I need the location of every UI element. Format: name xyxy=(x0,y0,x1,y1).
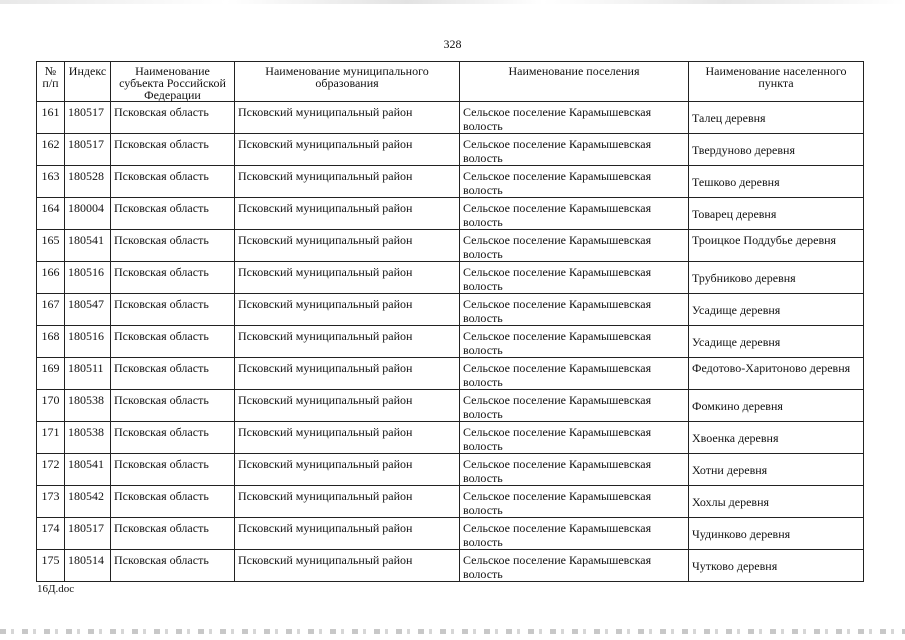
row-index: 180541 xyxy=(68,233,104,247)
row-index-cell xyxy=(65,422,111,454)
row-municipality: Псковский муниципальный район xyxy=(238,425,413,439)
row-number: 162 xyxy=(41,137,60,151)
row-locality-cell xyxy=(689,454,864,486)
row-settlement-cell xyxy=(460,262,689,294)
row-index: 180517 xyxy=(68,137,104,151)
row-index-cell xyxy=(65,262,111,294)
row-subject-cell xyxy=(111,358,235,390)
row-locality: Талец деревня xyxy=(692,111,766,125)
row-subject: Псковская область xyxy=(114,137,209,151)
row-settlement: Сельское поселение Карамышевская волость xyxy=(463,393,652,421)
table-row xyxy=(37,422,864,454)
row-locality-cell xyxy=(689,390,864,422)
row-locality-cell xyxy=(689,102,864,134)
row-municipality: Псковский муниципальный район xyxy=(238,297,413,311)
row-index: 180511 xyxy=(68,361,104,375)
row-index-cell xyxy=(65,358,111,390)
row-subject-cell xyxy=(111,518,235,550)
row-index-cell xyxy=(65,230,111,262)
row-settlement: Сельское поселение Карамышевская волость xyxy=(463,425,652,453)
row-subject: Псковская область xyxy=(114,297,209,311)
row-settlement-cell xyxy=(460,326,689,358)
table-row xyxy=(37,518,864,550)
row-number-cell xyxy=(37,550,65,582)
row-subject-cell xyxy=(111,166,235,198)
scan-edge-top xyxy=(0,0,905,4)
row-number-cell xyxy=(37,134,65,166)
table-row xyxy=(37,486,864,518)
row-subject: Псковская область xyxy=(114,521,209,535)
row-index: 180538 xyxy=(68,393,104,407)
table-row xyxy=(37,262,864,294)
row-locality: Твердуново деревня xyxy=(692,143,795,157)
row-locality-cell xyxy=(689,518,864,550)
row-number-cell xyxy=(37,198,65,230)
row-number: 173 xyxy=(41,489,60,503)
table-header-row xyxy=(37,62,864,102)
row-subject: Псковская область xyxy=(114,393,209,407)
row-municipality-cell xyxy=(235,486,460,518)
row-municipality: Псковский муниципальный район xyxy=(238,521,413,535)
row-subject-cell xyxy=(111,262,235,294)
row-municipality-cell xyxy=(235,550,460,582)
row-index: 180547 xyxy=(68,297,104,311)
row-municipality-cell xyxy=(235,326,460,358)
table-row xyxy=(37,294,864,326)
row-municipality-cell xyxy=(235,422,460,454)
row-locality: Усадище деревня xyxy=(692,303,781,317)
table-row xyxy=(37,390,864,422)
row-index-cell xyxy=(65,550,111,582)
row-municipality: Псковский муниципальный район xyxy=(238,457,413,471)
row-municipality-cell xyxy=(235,454,460,486)
row-settlement: Сельское поселение Карамышевская волость xyxy=(463,521,652,549)
header-subject: Наименование субъекта Российской Федерации xyxy=(111,62,235,102)
row-number: 164 xyxy=(41,201,60,215)
row-locality-cell xyxy=(689,486,864,518)
row-settlement: Сельское поселение Карамышевская волость xyxy=(463,553,652,581)
row-settlement-cell xyxy=(460,198,689,230)
row-index: 180516 xyxy=(68,265,104,279)
header-settlement: Наименование поселения xyxy=(460,62,689,102)
row-settlement-cell xyxy=(460,454,689,486)
row-municipality-cell xyxy=(235,518,460,550)
row-municipality: Псковский муниципальный район xyxy=(238,361,413,375)
row-number-cell xyxy=(37,358,65,390)
row-subject-cell xyxy=(111,422,235,454)
table-row xyxy=(37,454,864,486)
row-settlement: Сельское поселение Карамышевская волость xyxy=(463,329,652,357)
row-settlement-cell xyxy=(460,390,689,422)
row-subject: Псковская область xyxy=(114,201,209,215)
row-municipality: Псковский муниципальный район xyxy=(238,329,413,343)
row-settlement-cell xyxy=(460,422,689,454)
row-settlement: Сельское поселение Карамышевская волость xyxy=(463,361,652,389)
row-locality-cell xyxy=(689,134,864,166)
row-number-cell xyxy=(37,294,65,326)
row-locality-cell xyxy=(689,326,864,358)
table-row xyxy=(37,230,864,262)
row-locality: Усадище деревня xyxy=(692,335,781,349)
row-municipality-cell xyxy=(235,198,460,230)
row-number: 172 xyxy=(41,457,60,471)
row-subject: Псковская область xyxy=(114,489,209,503)
table-row xyxy=(37,198,864,230)
footer-filename: 16Д.doc xyxy=(37,583,75,595)
row-subject-cell xyxy=(111,102,235,134)
row-number-cell xyxy=(37,486,65,518)
row-municipality-cell xyxy=(235,390,460,422)
row-index: 180514 xyxy=(68,553,104,567)
row-settlement: Сельское поселение Карамышевская волость xyxy=(463,233,652,261)
row-settlement-cell xyxy=(460,518,689,550)
row-settlement: Сельское поселение Карамышевская волость xyxy=(463,457,652,485)
row-municipality: Псковский муниципальный район xyxy=(238,169,413,183)
row-municipality-cell xyxy=(235,262,460,294)
row-municipality: Псковский муниципальный район xyxy=(238,265,413,279)
row-index-cell xyxy=(65,486,111,518)
row-subject-cell xyxy=(111,230,235,262)
row-settlement-cell xyxy=(460,550,689,582)
row-number: 163 xyxy=(41,169,60,183)
row-index: 180541 xyxy=(68,457,104,471)
table-row xyxy=(37,166,864,198)
row-municipality-cell xyxy=(235,102,460,134)
row-locality: Чутково деревня xyxy=(692,559,778,573)
row-settlement-cell xyxy=(460,134,689,166)
header-num: № п/п xyxy=(37,62,65,102)
row-subject: Псковская область xyxy=(114,169,209,183)
row-settlement: Сельское поселение Карамышевская волость xyxy=(463,297,652,325)
row-number-cell xyxy=(37,166,65,198)
row-settlement: Сельское поселение Карамышевская волость xyxy=(463,265,652,293)
row-index: 180538 xyxy=(68,425,104,439)
row-subject-cell xyxy=(111,390,235,422)
row-locality-cell xyxy=(689,550,864,582)
row-number-cell xyxy=(37,262,65,294)
row-settlement-cell xyxy=(460,486,689,518)
row-number-cell xyxy=(37,102,65,134)
row-subject-cell xyxy=(111,198,235,230)
row-settlement-cell xyxy=(460,166,689,198)
row-subject: Псковская область xyxy=(114,265,209,279)
row-number: 171 xyxy=(41,425,60,439)
row-locality-cell xyxy=(689,422,864,454)
page-number: 328 xyxy=(443,37,462,51)
row-index: 180542 xyxy=(68,489,104,503)
row-subject-cell xyxy=(111,550,235,582)
row-number: 166 xyxy=(41,265,60,279)
settlements-table xyxy=(36,61,864,582)
row-subject: Псковская область xyxy=(114,553,209,567)
row-index-cell xyxy=(65,134,111,166)
row-index: 180528 xyxy=(68,169,104,183)
row-locality: Чудинково деревня xyxy=(692,527,791,541)
row-index: 180004 xyxy=(68,201,104,215)
row-index: 180517 xyxy=(68,521,104,535)
row-index-cell xyxy=(65,294,111,326)
header-municipality: Наименование муниципального образования xyxy=(235,62,460,102)
row-municipality: Псковский муниципальный район xyxy=(238,233,413,247)
row-number-cell xyxy=(37,422,65,454)
row-settlement-cell xyxy=(460,102,689,134)
row-index-cell xyxy=(65,326,111,358)
row-locality-cell xyxy=(689,358,864,390)
row-index-cell xyxy=(65,102,111,134)
row-number-cell xyxy=(37,390,65,422)
row-subject-cell xyxy=(111,294,235,326)
row-locality: Фомкино деревня xyxy=(692,399,783,413)
row-subject: Псковская область xyxy=(114,329,209,343)
row-index-cell xyxy=(65,166,111,198)
row-municipality: Псковский муниципальный район xyxy=(238,137,413,151)
row-settlement-cell xyxy=(460,230,689,262)
row-locality-cell xyxy=(689,198,864,230)
row-settlement: Сельское поселение Карамышевская волость xyxy=(463,105,652,133)
row-municipality-cell xyxy=(235,294,460,326)
row-number: 168 xyxy=(41,329,60,343)
header-index: Индекс xyxy=(65,62,111,102)
row-municipality: Псковский муниципальный район xyxy=(238,105,413,119)
row-subject: Псковская область xyxy=(114,425,209,439)
row-subject: Псковская область xyxy=(114,457,209,471)
row-index-cell xyxy=(65,518,111,550)
row-subject-cell xyxy=(111,134,235,166)
scan-edge-bottom xyxy=(0,629,905,634)
row-locality: Хвоенка деревня xyxy=(692,431,779,445)
row-number: 170 xyxy=(41,393,60,407)
row-number-cell xyxy=(37,326,65,358)
row-subject-cell xyxy=(111,454,235,486)
row-number: 175 xyxy=(41,553,60,567)
row-municipality: Псковский муниципальный район xyxy=(238,489,413,503)
row-locality: Товарец деревня xyxy=(692,207,777,221)
row-settlement: Сельское поселение Карамышевская волость xyxy=(463,169,652,197)
row-settlement: Сельское поселение Карамышевская волость xyxy=(463,489,652,517)
row-settlement-cell xyxy=(460,294,689,326)
header-locality: Наименование населенного пункта xyxy=(689,62,864,102)
row-number-cell xyxy=(37,230,65,262)
row-locality-cell xyxy=(689,166,864,198)
row-number: 161 xyxy=(41,105,60,119)
table-row xyxy=(37,134,864,166)
row-municipality: Псковский муниципальный район xyxy=(238,553,413,567)
table-row xyxy=(37,358,864,390)
row-settlement: Сельское поселение Карамышевская волость xyxy=(463,137,652,165)
table-body xyxy=(37,102,864,582)
row-locality: Федотово-Харитоново деревня xyxy=(692,361,851,375)
row-locality: Хотни деревня xyxy=(692,463,768,477)
row-subject-cell xyxy=(111,326,235,358)
row-settlement: Сельское поселение Карамышевская волость xyxy=(463,201,652,229)
row-number: 169 xyxy=(41,361,60,375)
row-municipality-cell xyxy=(235,230,460,262)
table-row xyxy=(37,102,864,134)
row-locality: Троицкое Поддубье деревня xyxy=(692,233,837,247)
row-index: 180517 xyxy=(68,105,104,119)
table-row xyxy=(37,326,864,358)
row-subject-cell xyxy=(111,486,235,518)
row-number-cell xyxy=(37,454,65,486)
row-number: 174 xyxy=(41,521,60,535)
row-locality-cell xyxy=(689,230,864,262)
row-locality-cell xyxy=(689,294,864,326)
row-municipality: Псковский муниципальный район xyxy=(238,201,413,215)
row-locality-cell xyxy=(689,262,864,294)
row-index-cell xyxy=(65,198,111,230)
row-number: 165 xyxy=(41,233,60,247)
row-municipality-cell xyxy=(235,134,460,166)
row-municipality-cell xyxy=(235,166,460,198)
row-index-cell xyxy=(65,390,111,422)
row-subject: Псковская область xyxy=(114,361,209,375)
row-municipality: Псковский муниципальный район xyxy=(238,393,413,407)
table-row xyxy=(37,550,864,582)
row-number: 167 xyxy=(41,297,60,311)
row-municipality-cell xyxy=(235,358,460,390)
row-locality: Хохлы деревня xyxy=(692,495,770,509)
row-settlement-cell xyxy=(460,358,689,390)
row-subject: Псковская область xyxy=(114,233,209,247)
row-locality: Тешково деревня xyxy=(692,175,780,189)
row-number-cell xyxy=(37,518,65,550)
row-locality: Трубниково деревня xyxy=(692,271,796,285)
row-subject: Псковская область xyxy=(114,105,209,119)
row-index-cell xyxy=(65,454,111,486)
row-index: 180516 xyxy=(68,329,104,343)
